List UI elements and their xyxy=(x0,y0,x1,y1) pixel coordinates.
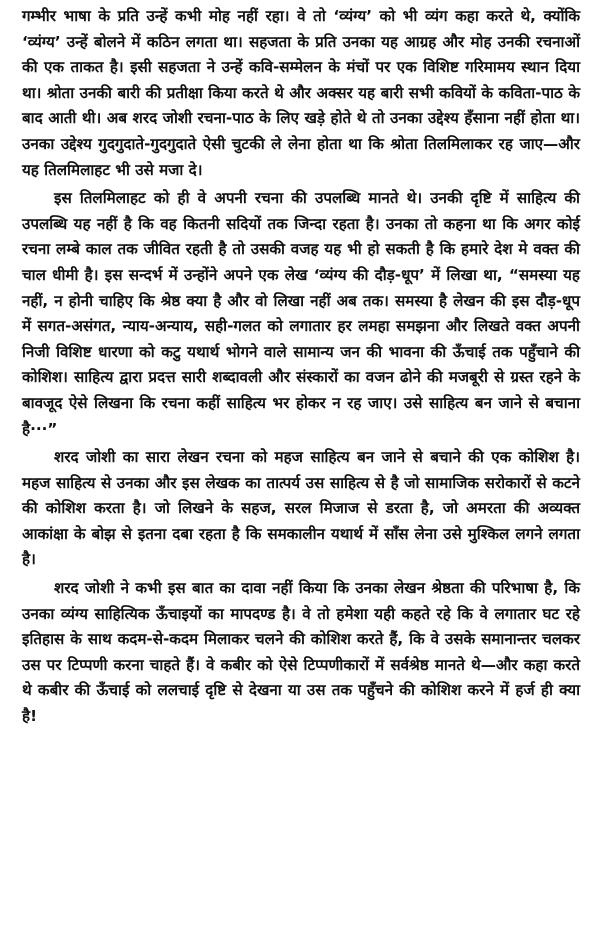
paragraph-1: गम्भीर भाषा के प्रति उन्हें कभी मोह नहीं रहा। वे तो ‘व्यंग्य’ को भी व्यंग कहा करते थे, क्योंकि ‘व्यंग्य’ उन्हें बोलने में कठिन लगता था। सहजता के प्रति उनका यह आग्रह और मोह उनकी रचनाओं की एक ताकत है। इसी सहजता ने उन्हें कवि-सम्मेलन के मंचों पर एक विशिष्ट गरिमामय स्थान दिया था। श्रोता उनकी बारी की प्रतीक्षा किया करते थे और अक्सर यह बारी सभी कवियों के कविता-पाठ के बाद आती थी। अब शरद जोशी रचना-पाठ के लिए खड़े होते थे तो उनका उद्देश्य हँसाना नहीं होता था। उनका उद्देश्य गुदगुदाते-गुदगुदाते ऐसी चुटकी ले लेना होता था कि श्रोता तिलमिलाकर रह जाए—और यह तिलमिलाहट भी उसे मजा दे। xyxy=(22,7,580,179)
paragraph-4: शरद जोशी ने कभी इस बात का दावा नहीं किया कि उनका लेखन श्रेष्ठता की परिभाषा है, कि उनका व्यंग्य साहित्यिक ऊँचाइयों का मापदण्ड है। वे तो हमेशा यही कहते रहे कि वे लगातार घट रहे इतिहास के साथ कदम-से-कदम मिलाकर चलने की कोशिश करते हैं, कि वे उसके समानान्तर चलकर उस पर टिप्पणी करना चाहते हैं। वे कबीर को ऐसे टिप्पणीकारों में सर्वश्रेष्ठ मानते थे—और कहा करते थे कबीर की ऊँचाई को ललचाई दृष्टि से देखना या उस तक पहुँचने की कोशिश करने में हर्ज ही क्या है! xyxy=(22,579,580,726)
paragraph-3: शरद जोशी का सारा लेखन रचना को महज साहित्य बन जाने से बचाने की एक कोशिश है। महज साहित्य से उनका और इस लेखक का तात्पर्य उस साहित्य से है जो सामाजिक सरोकारों से कटने की कोशिश करता है। जो लिखने के सहज, सरल मिजाज से डरता है, जो अमरता की अव्यक्त आकांक्षा के बोझ से इतना दबा रहता है कि समकालीन यथार्थ में साँस लेना उसे मुश्किल लगने लगता है। xyxy=(22,448,580,569)
paragraph-2: इस तिलमिलाहट को ही वे अपनी रचना की उपलब्धि मानते थे। उनकी दृष्टि में साहित्य की उपलब्धि यह नहीं है कि वह कितनी सदियों तक जिन्दा रहता है। उनका तो कहना था कि अगर कोई रचना लम्बे काल तक जीवित रहती है तो उसकी वजह यह भी हो सकती है कि हमारे देश मे वक्त की चाल धीमी है। इस सन्दर्भ में उन्होंने अपने एक लेख ‘व्यंग्य की दौड़-धूप’ में लिखा था, “समस्या यह नहीं, न होनी चाहिए कि श्रेष्ठ क्या है और वो लिखा नहीं अब तक। समस्या है लेखन की इस दौड़-धूप में सगत-असंगत, न्याय-अन्याय, सही-गलत को लगातार हर लमहा समझना और लिखते वक्त अपनी निजी विशिष्ट धारणा को कटु यथार्थ भोगने वाले सामान्य जन की भावना की ऊँचाई तक पहुँचाने की कोशिश। साहित्य द्वारा प्रदत्त सारी शब्दावली और संस्कारों का वजन ढोने की मजबूरी से ग्रस्त रहने के बावजूद ऐसे लिखना कि रचना कहीं साहित्य भर होकर न रह जाए। उसे साहित्य बन जाने से बचाना है···” xyxy=(22,189,580,438)
